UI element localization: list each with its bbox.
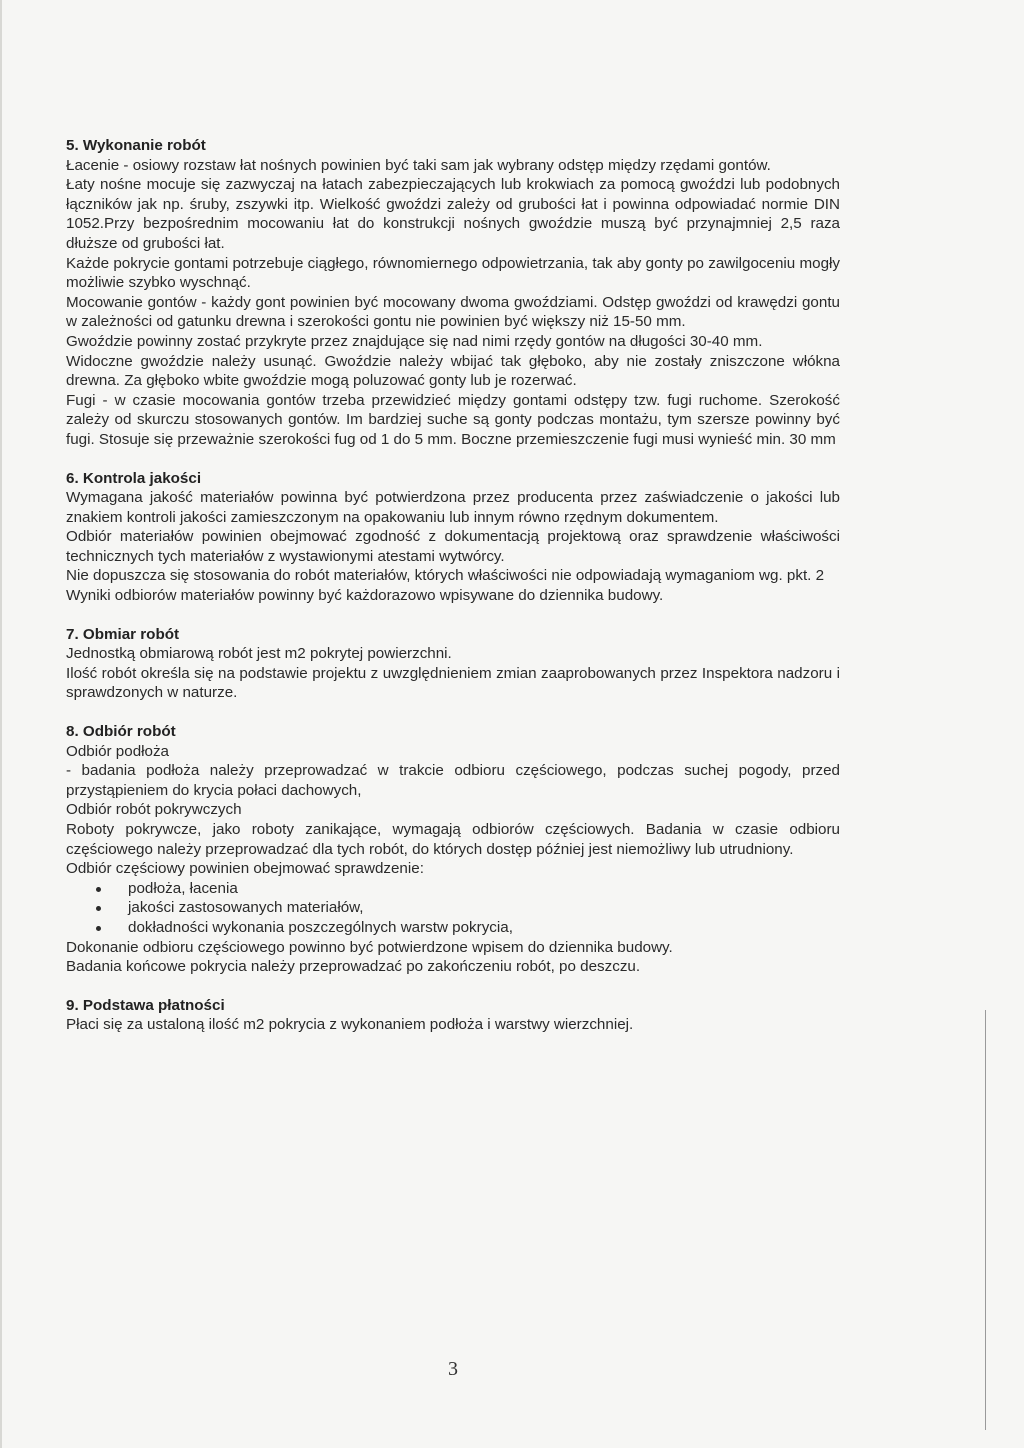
section-heading: 9. Podstawa płatności (66, 996, 225, 1014)
paragraph: Każde pokrycie gontami potrzebuje ciągłego, równomiernego odpowietrzania, tak aby gonty po zawilgoceniu mogły możliwie szybko wyschnąć. (66, 254, 840, 292)
list-item-text: podłoża, łacenia (128, 879, 238, 897)
bullet-icon (96, 887, 101, 892)
paragraph: Gwoździe powinny zostać przykryte przez znajdujące się nad nimi rzędy gontów na długości 30-40 mm. (66, 332, 763, 350)
bullet-icon (96, 906, 101, 911)
paragraph: Fugi - w czasie mocowania gontów trzeba przewidzieć między gontami odstępy tzw. fugi ruchome. Szerokość zależy od skurczu stosowanych gontów. Im bardziej suche są gonty podczas montażu, tym szersze powinny być fugi. Stosuje się przeważnie szerokości fug od 1 do 5 mm. Boczne przemieszczenie fugi musi wynieść min. 30 mm (66, 391, 840, 448)
list-item-text: dokładności wykonania poszczególnych warstw pokrycia, (128, 918, 513, 936)
section-heading: 8. Odbiór robót (66, 723, 176, 741)
page-number: 3 (448, 1358, 458, 1380)
paragraph: Łacenie - osiowy rozstaw łat nośnych powinien być taki sam jak wybrany odstęp między rzędami gontów. (66, 156, 771, 174)
paragraph: Widoczne gwoździe należy usunąć. Gwoździe należy wbijać tak głęboko, aby nie zostały zniszczone włókna drewna. Za głęboko wbite gwoździe mogą poluzować gonty lub je rozerwać. (66, 352, 840, 390)
paragraph: Odbiór częściowy powinien obejmować sprawdzenie: (66, 860, 424, 878)
paragraph: Odbiór materiałów powinien obejmować zgodność z dokumentacją projektową oraz sprawdzenie właściwości technicznych tych materiałów z wystawionymi atestami wytwórcy. (66, 528, 840, 565)
list-item (66, 898, 840, 918)
paragraph: Odbiór robót pokrywczych (66, 801, 242, 819)
list-item-text: jakości zastosowanych materiałów, (128, 899, 364, 917)
paragraph: Ilość robót określa się na podstawie projektu z uwzględnieniem zmian zaaprobowanych przez Inspektora nadzoru i sprawdzonych w naturze. (66, 664, 840, 702)
margin-line (985, 1010, 986, 1430)
list-item (66, 918, 840, 938)
paragraph: Mocowanie gontów - każdy gont powinien być mocowany dwoma gwoździami. Odstęp gwoździ od krawędzi gontu w zależności od gatunku drewna i szerokości gontu nie powinien być większy niż 15-50 mm. (66, 293, 840, 331)
bullet-icon (96, 926, 101, 931)
paragraph: Wyniki odbiorów materiałów powinny być każdorazowo wpisywane do dziennika budowy. (66, 587, 664, 605)
section-podstawa-platnosci (66, 996, 840, 1035)
paragraph: Wymagana jakość materiałów powinna być potwierdzona przez producenta przez zaświadczenie o jakości lub znakiem kontroli jakości zamieszczonym na opakowaniu lub innym równo rzędnym dokumentem. (66, 489, 840, 526)
bullet-list (66, 879, 840, 938)
section-obmiar-robot (66, 625, 840, 703)
section-wykonanie-robot (66, 136, 840, 450)
paragraph: Jednostką obmiarową robót jest m2 pokrytej powierzchni. (66, 645, 452, 663)
paragraph: Dokonanie odbioru częściowego powinno być potwierdzone wpisem do dziennika budowy. (66, 938, 673, 956)
paragraph: Łaty nośne mocuje się zazwyczaj na łatach zabezpieczających lub krokwiach za pomocą gwoździ lub podobnych łączników jak np. śruby, zszywki itp. Wielkość gwoździ zależy od grubości łat i powinna odpowiadać normie DIN 1052.Przy bezpośrednim mocowaniu łat do konstrukcji nośnych gwoździe muszą być przynajmniej 2,5 raza dłuższe od grubości łat. (66, 176, 840, 252)
list-item (66, 879, 840, 899)
paragraph: Badania końcowe pokrycia należy przeprowadzać po zakończeniu robót, po deszczu. (66, 958, 641, 976)
paragraph: Płaci się za ustaloną ilość m2 pokrycia z wykonaniem podłoża i warstwy wierzchniej. (66, 1016, 634, 1034)
section-heading: 5. Wykonanie robót (66, 137, 206, 154)
section-heading: 6. Kontrola jakości (66, 469, 202, 487)
paragraph: Roboty pokrywcze, jako roboty zanikające, wymagają odbiorów częściowych. Badania w czasie odbioru częściowego należy przeprowadzać dla tych robót, do których dostęp później jest niemożliwy lub utrudniony. (66, 821, 840, 858)
document-body (66, 136, 840, 1054)
section-odbior-robot (66, 722, 840, 977)
paragraph: Odbiór podłoża (66, 742, 170, 760)
scan-edge (0, 0, 2, 1448)
paragraph: - badania podłoża należy przeprowadzać w trakcie odbioru częściowego, podczas suchej pogody, przed przystąpieniem do krycia połaci dachowych, (66, 762, 840, 799)
section-heading: 7. Obmiar robót (66, 625, 180, 643)
paragraph: Nie dopuszcza się stosowania do robót materiałów, których właściwości nie odpowiadają wymaganiom wg. pkt. 2 (66, 567, 825, 585)
section-kontrola-jakosci (66, 469, 840, 606)
